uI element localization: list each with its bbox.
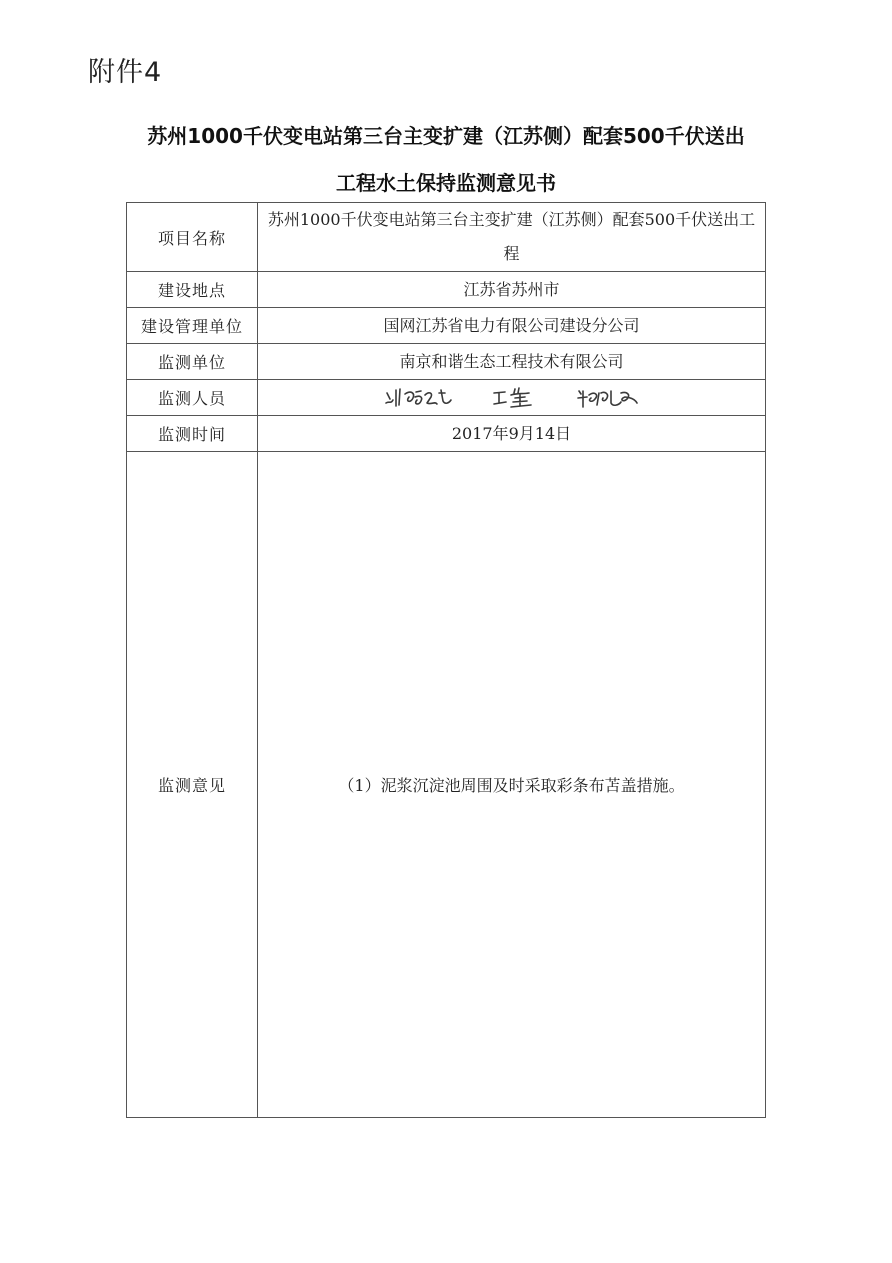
opinion-value: （1）泥浆沉淀池周围及时采取彩条布苫盖措施。	[258, 452, 766, 1118]
location-value: 江苏省苏州市	[258, 272, 766, 308]
management-unit-value: 国网江苏省电力有限公司建设分公司	[258, 308, 766, 344]
table-row-project-name	[127, 203, 766, 272]
monitoring-time-value: 2017年9月14日	[258, 416, 766, 452]
signature-group	[383, 381, 641, 415]
handwritten-signature-2	[491, 385, 539, 411]
personnel-signatures-cell	[258, 380, 766, 416]
handwritten-signature-3	[575, 385, 641, 411]
project-name-value: 苏州1000千伏变电站第三台主变扩建（江苏侧）配套500千伏送出工程	[258, 203, 766, 272]
personnel-label: 监测人员	[127, 380, 258, 416]
location-label: 建设地点	[127, 272, 258, 308]
table-row-management-unit	[127, 308, 766, 344]
attachment-label: 附件4	[88, 57, 163, 88]
table-row-personnel	[127, 380, 766, 416]
management-unit-label: 建设管理单位	[127, 308, 258, 344]
monitoring-time-label: 监测时间	[127, 416, 258, 452]
monitoring-unit-value: 南京和谐生态工程技术有限公司	[258, 344, 766, 380]
document-title-line-2: 工程水土保持监测意见书	[336, 171, 556, 195]
table-row-opinion	[127, 452, 766, 1118]
table-row-monitoring-time	[127, 416, 766, 452]
monitoring-info-table	[126, 202, 766, 1118]
project-name-label: 项目名称	[127, 203, 258, 272]
opinion-label: 监测意见	[127, 452, 258, 1118]
table-row-location	[127, 272, 766, 308]
document-title-line-1: 苏州1000千伏变电站第三台主变扩建（江苏侧）配套500千伏送出	[147, 124, 745, 148]
monitoring-unit-label: 监测单位	[127, 344, 258, 380]
table-row-monitoring-unit	[127, 344, 766, 380]
handwritten-signature-1	[383, 385, 455, 411]
